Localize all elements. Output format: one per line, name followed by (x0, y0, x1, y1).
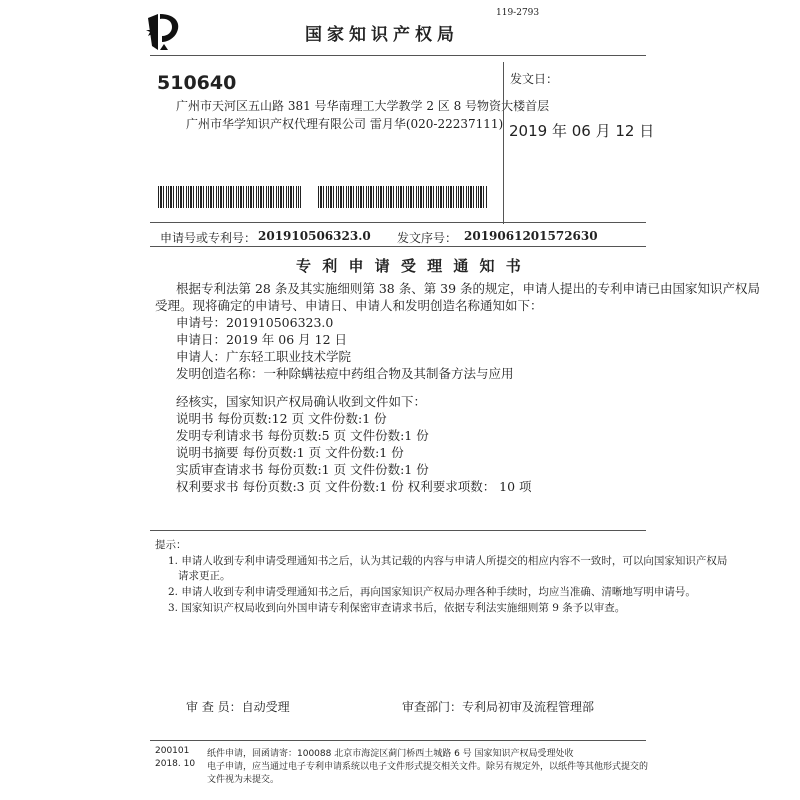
notice-para-2: 受理。现将确定的申请号、申请日、申请人和发明创造名称通知如下： (155, 298, 543, 313)
app-no-label: 申请号或专利号： (160, 231, 257, 245)
file-item: 发明专利请求书 每份页数:5 页 文件份数:1 份 (176, 428, 429, 443)
recipient-agent: 广州市华学知识产权代理有限公司 雷月华(020-22237111) (186, 117, 504, 131)
dispatch-no: 2019061201572630 (464, 229, 598, 243)
id-row-top-rule (150, 222, 646, 223)
field-invention-title: 发明创造名称：一种除螨祛痘中药组合物及其制备方法与应用 (176, 366, 514, 381)
form-version: 2018. 10 (155, 759, 196, 769)
footer-line-3: 文件视为未提交。 (207, 775, 280, 785)
field-applicant: 申请人：广东轻工职业技术学院 (176, 349, 352, 364)
tip-item: 1. 申请人收到专利申请受理通知书之后，认为其记载的内容与申请人所提交的相应内容不一致时，可以向国家知识产权局 (168, 555, 728, 567)
app-no: 201910506323.0 (258, 229, 371, 243)
header-rule (150, 55, 646, 56)
reviewer: 审 查 员：自动受理 (186, 700, 290, 714)
review-department: 审查部门：专利局初审及流程管理部 (402, 700, 595, 714)
footer-line-2: 电子申请，应当通过电子专利申请系统以电子文件形式提交相关文件。除另有规定外，以纸件等其他形式提交的 (207, 762, 649, 772)
tip-item: 2. 申请人收到专利申请受理通知书之后，再向国家知识产权局办理各种手续时，均应当准确、清晰地写明申请号。 (168, 586, 696, 598)
tip-item: 3. 国家知识产权局收到向外国申请专利保密审查请求书后，依据专利法实施细则第 9 条予以审查。 (168, 602, 626, 614)
barcode-right (318, 186, 488, 208)
form-code: 200101 (155, 746, 190, 756)
id-row-bottom-rule (150, 246, 646, 247)
doc-code: 119-2793 (496, 8, 540, 18)
barcode-left (158, 186, 301, 208)
notice-para-1: 根据专利法第 28 条及其实施细则第 38 条、第 39 条的规定，申请人提出的专利申请已由国家知识产权局 (176, 281, 761, 296)
agency-logo (142, 10, 186, 54)
tips-label: 提示： (155, 539, 187, 551)
cnipa-logo-icon (142, 10, 186, 54)
file-item: 实质审查请求书 每份页数:1 页 文件份数:1 份 (176, 462, 429, 477)
notice-title: 专 利 申 请 受 理 通 知 书 (296, 257, 524, 275)
dispatch-date-label: 发文日： (510, 72, 559, 86)
tip-item: 请求更正。 (178, 570, 231, 582)
field-app-no: 申请号：201910506323.0 (176, 315, 334, 330)
footer-line-1: 纸件申请，回函请寄：100088 北京市海淀区蓟门桥西土城路 6 号 国家知识产权局受理处收 (207, 749, 574, 759)
dispatch-no-label: 发文序号： (397, 231, 458, 245)
recipient-address: 广州市天河区五山路 381 号华南理工大学教学 2 区 8 号物资大楼首层 (176, 99, 550, 113)
agency-title: 国家知识产权局 (305, 25, 459, 45)
files-intro: 经核实，国家知识产权局确认收到文件如下： (176, 394, 427, 409)
footer-rule (150, 740, 646, 741)
file-item: 权利要求书 每份页数:3 页 文件份数:1 份 权利要求项数： 10 项 (176, 479, 532, 494)
file-item: 说明书摘要 每份页数:1 页 文件份数:1 份 (176, 445, 404, 460)
dispatch-date: 2019 年 06 月 12 日 (509, 122, 655, 140)
file-item: 说明书 每份页数:12 页 文件份数:1 份 (176, 411, 387, 426)
postcode: 510640 (157, 72, 237, 94)
tips-top-rule (150, 530, 646, 531)
field-app-date: 申请日：2019 年 06 月 12 日 (176, 332, 347, 347)
